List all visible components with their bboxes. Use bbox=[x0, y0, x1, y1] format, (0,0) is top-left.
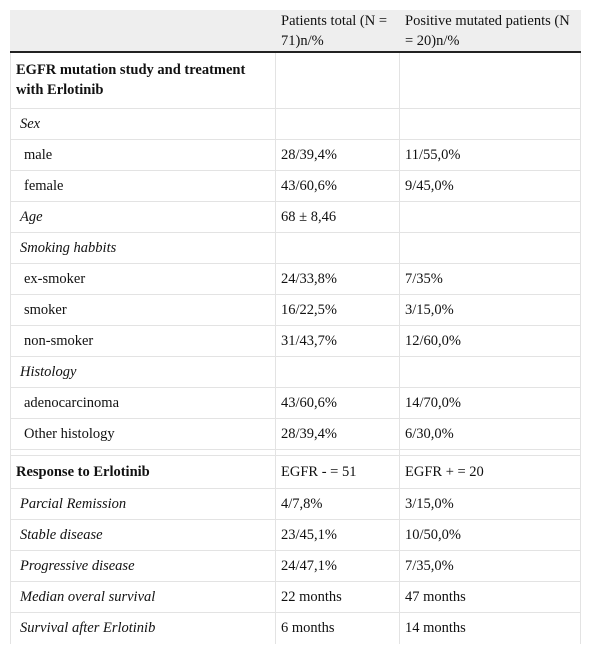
section-empty bbox=[400, 52, 581, 108]
cell-positive: 7/35,0% bbox=[400, 550, 581, 581]
cell-positive: 6/30,0% bbox=[400, 418, 581, 449]
header-positive-mutated: Positive mutated patients (N = 20)n/% bbox=[400, 11, 581, 53]
cell-total: 16/22,5% bbox=[276, 294, 400, 325]
row-label: Survival after Erlotinib bbox=[11, 612, 276, 644]
row-label: Median overal survival bbox=[11, 581, 276, 612]
table-row bbox=[11, 201, 581, 232]
table-row bbox=[11, 612, 581, 644]
cell-total bbox=[276, 356, 400, 387]
row-label: female bbox=[11, 170, 276, 201]
table-row bbox=[11, 519, 581, 550]
table-row bbox=[11, 108, 581, 139]
cell-positive: 3/15,0% bbox=[400, 294, 581, 325]
header-empty bbox=[11, 11, 276, 53]
table-row bbox=[11, 170, 581, 201]
cell-total: 6 months bbox=[276, 612, 400, 644]
row-label: Age bbox=[11, 201, 276, 232]
cell-total: 22 months bbox=[276, 581, 400, 612]
cell-positive bbox=[400, 356, 581, 387]
row-label: non-smoker bbox=[11, 325, 276, 356]
section-total: EGFR - = 51 bbox=[276, 455, 400, 488]
cell-positive: 14/70,0% bbox=[400, 387, 581, 418]
row-label: male bbox=[11, 139, 276, 170]
cell-positive: 10/50,0% bbox=[400, 519, 581, 550]
cell-total: 28/39,4% bbox=[276, 418, 400, 449]
table-row bbox=[11, 418, 581, 449]
header-row bbox=[11, 11, 581, 53]
table-row bbox=[11, 387, 581, 418]
cell-total bbox=[276, 108, 400, 139]
table-row bbox=[11, 294, 581, 325]
section-empty bbox=[276, 52, 400, 108]
row-label: Sex bbox=[11, 108, 276, 139]
cell-total: 43/60,6% bbox=[276, 170, 400, 201]
table-row bbox=[11, 488, 581, 519]
cell-total: 24/47,1% bbox=[276, 550, 400, 581]
cell-positive: 11/55,0% bbox=[400, 139, 581, 170]
table-row bbox=[11, 325, 581, 356]
row-label: Other histology bbox=[11, 418, 276, 449]
row-label: smoker bbox=[11, 294, 276, 325]
row-label: Histology bbox=[11, 356, 276, 387]
section-title: EGFR mutation study and treatment with Erlotinib bbox=[11, 52, 276, 108]
cell-total: 68 ± 8,46 bbox=[276, 201, 400, 232]
cell-positive bbox=[400, 108, 581, 139]
header-patients-total: Patients total (N = 71)n/% bbox=[276, 11, 400, 53]
section-title: Response to Erlotinib bbox=[11, 455, 276, 488]
cell-total bbox=[276, 232, 400, 263]
row-label: Smoking habbits bbox=[11, 232, 276, 263]
cell-positive: 14 months bbox=[400, 612, 581, 644]
cell-total: 31/43,7% bbox=[276, 325, 400, 356]
table-row bbox=[11, 139, 581, 170]
row-label: ex-smoker bbox=[11, 263, 276, 294]
row-label: adenocarcinoma bbox=[11, 387, 276, 418]
table-row bbox=[11, 581, 581, 612]
cell-positive bbox=[400, 232, 581, 263]
cell-positive bbox=[400, 201, 581, 232]
cell-positive: 9/45,0% bbox=[400, 170, 581, 201]
table-container bbox=[10, 10, 580, 644]
table-row bbox=[11, 356, 581, 387]
table-row bbox=[11, 263, 581, 294]
row-label: Progressive disease bbox=[11, 550, 276, 581]
section-positive: EGFR + = 20 bbox=[400, 455, 581, 488]
table-row bbox=[11, 550, 581, 581]
cell-total: 28/39,4% bbox=[276, 139, 400, 170]
section-egfr-mutation bbox=[11, 52, 581, 108]
table-row bbox=[11, 232, 581, 263]
cell-positive: 7/35% bbox=[400, 263, 581, 294]
row-label: Stable disease bbox=[11, 519, 276, 550]
cell-total: 4/7,8% bbox=[276, 488, 400, 519]
cell-total: 24/33,8% bbox=[276, 263, 400, 294]
cell-positive: 47 months bbox=[400, 581, 581, 612]
cell-positive: 12/60,0% bbox=[400, 325, 581, 356]
cell-total: 23/45,1% bbox=[276, 519, 400, 550]
cell-total: 43/60,6% bbox=[276, 387, 400, 418]
results-table bbox=[10, 10, 581, 644]
section-response bbox=[11, 455, 581, 488]
row-label: Parcial Remission bbox=[11, 488, 276, 519]
cell-positive: 3/15,0% bbox=[400, 488, 581, 519]
